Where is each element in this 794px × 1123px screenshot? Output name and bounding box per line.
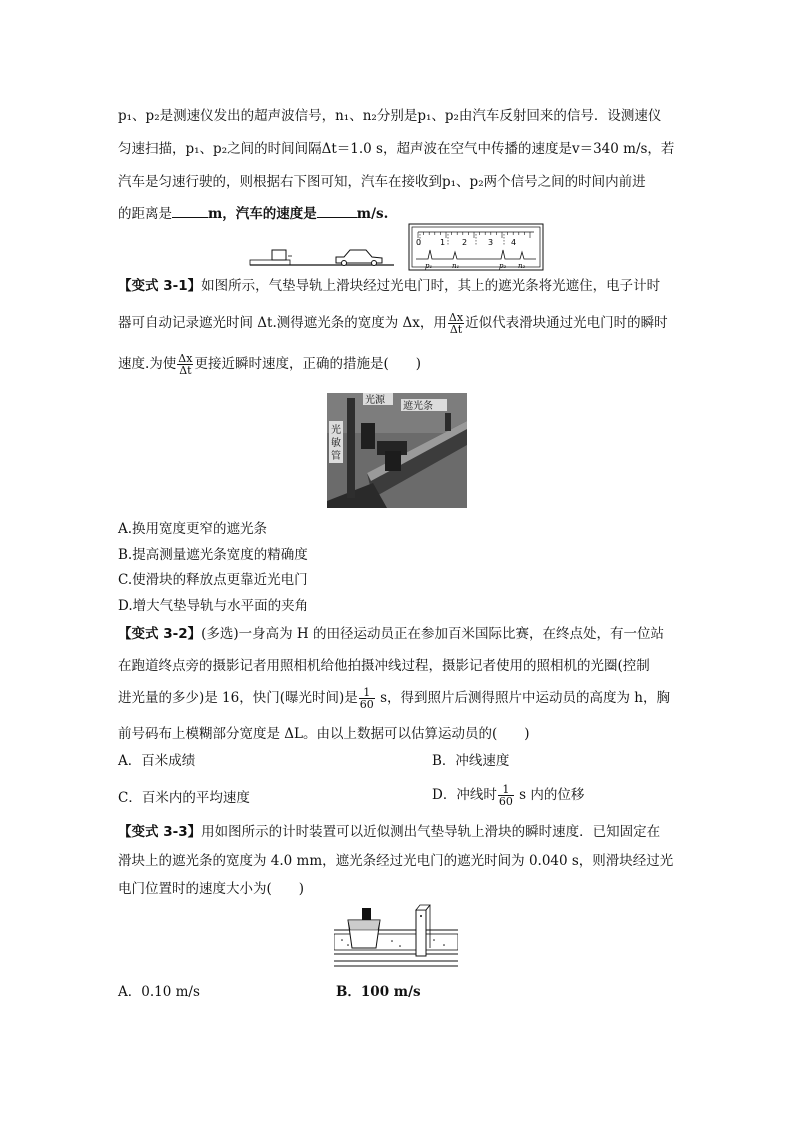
photo-label-strip: 遮光条 — [403, 401, 433, 412]
air-track-photo — [327, 393, 467, 508]
problem-line: p₁、p₂是测速仪发出的超声波信号，n₁、n₂分别是p₁、p₂由汽车反射回来的信号．设测速仪 — [118, 108, 662, 124]
option[interactable]: C．百米内的平均速度 — [118, 790, 250, 806]
problem-line: 匀速扫描，p₁、p₂之间的时间间隔Δt＝1.0 s，超声波在空气中传播的速度是v＝340 m/s，若 — [118, 141, 675, 157]
signal-scale-figure — [408, 223, 544, 271]
fraction: $\frac{\Delta x}{\Delta t}$ — [448, 311, 464, 336]
question-3-2-line: 在跑道终点旁的摄影记者用照相机给他拍摄冲线过程，摄影记者使用的照相机的光圈(控制 — [118, 658, 650, 674]
tick-label: 3 — [488, 238, 494, 247]
option[interactable]: A．百米成绩 — [118, 753, 196, 769]
question-3-3-line: 电门位置时的速度大小为( ) — [118, 881, 305, 897]
text: 更接近瞬时速度，正确的措施是( ) — [194, 356, 421, 372]
tick-label: 0 — [416, 238, 422, 247]
tick-label: 4 — [511, 238, 517, 247]
question-3-1-line — [118, 351, 421, 377]
option[interactable]: A．0.10 m/s — [118, 984, 200, 1000]
answer-blank-distance[interactable] — [172, 203, 208, 218]
pulse-label: p₂ — [499, 262, 507, 270]
pulse-label: p₁ — [425, 262, 433, 270]
fraction: $\frac{1}{60}$ — [359, 686, 374, 711]
text: 进光量的多少)是 16，快门(曝光时间)是 — [118, 690, 358, 706]
question-3-1-line — [118, 310, 668, 336]
question-tag: 【变式 3-3】 — [118, 824, 202, 840]
text: 用如图所示的计时装置可以近似测出气垫导轨上滑块的瞬时速度．已知固定在 — [201, 824, 661, 840]
question-3-3-line — [118, 822, 660, 842]
text: 近似代表滑块通过光电门时的瞬时 — [465, 315, 668, 331]
question-3-2-line — [118, 684, 670, 712]
pulse-label: n₂ — [518, 262, 526, 270]
question-tag: 【变式 3-1】 — [118, 278, 202, 294]
option[interactable]: D.增大气垫导轨与水平面的夹角 — [118, 598, 309, 614]
question-3-3-line: 滑块上的遮光条的宽度为 4.0 mm，遮光条经过光电门的遮光时间为 0.040 s，则滑块经过光 — [118, 853, 674, 869]
question-3-2-line: 前号码布上模糊部分宽度是 ΔL。由以上数据可以估算运动员的( ) — [118, 726, 530, 742]
text: s，得到照片后测得照片中运动员的高度为 h，胸 — [375, 690, 670, 706]
photo-label-tube: 光 — [331, 425, 341, 436]
option[interactable]: B．100 m/s — [336, 984, 421, 1000]
question-tag: 【变式 3-2】 — [118, 626, 202, 642]
fraction: $\frac{\Delta x}{\Delta t}$ — [178, 352, 193, 377]
tick-label: 1 — [440, 238, 446, 247]
option[interactable]: C.使滑块的释放点更靠近光电门 — [118, 572, 308, 588]
option[interactable]: B.提高测量遮光条宽度的精确度 — [118, 547, 308, 563]
tick-label: 2 — [462, 238, 468, 247]
problem-line — [118, 203, 388, 224]
photo-label-tube: 敏 — [331, 438, 341, 449]
photo-label-tube: 管 — [331, 451, 341, 462]
text: (多选)一身高为 H 的田径运动员正在参加百米国际比赛，在终点处，有一位站 — [201, 626, 664, 642]
text: D．冲线时 — [432, 787, 497, 803]
text: 器可自动记录遮光时间 Δt.测得遮光条的宽度为 Δx，用 — [118, 315, 447, 331]
text: s 内的位移 — [514, 787, 585, 803]
fraction: $\frac{1}{60}$ — [498, 783, 513, 808]
text: 如图所示，气垫导轨上滑块经过光电门时，其上的遮光条将光遮住，电子计时 — [201, 278, 661, 294]
photogate-figure — [334, 904, 458, 974]
question-3-1-line — [118, 276, 660, 296]
option[interactable]: B．冲线速度 — [432, 753, 510, 769]
pulse-label: n₁ — [452, 262, 460, 270]
problem-line: 汽车是匀速行驶的，则根据右下图可知，汽车在接收到p₁、p₂两个信号之间的时间内前进 — [118, 174, 646, 190]
option[interactable] — [432, 778, 584, 812]
text: m/s. — [356, 206, 389, 222]
text: 的距离是 — [118, 206, 172, 222]
option[interactable]: A.换用宽度更窄的遮光条 — [118, 521, 268, 537]
text: 速度.为使 — [118, 356, 177, 372]
photo-label-light-source: 光源 — [365, 395, 385, 406]
text: m，汽车的速度是 — [208, 206, 317, 222]
car-road-figure — [248, 244, 396, 268]
question-3-2-line — [118, 624, 664, 644]
answer-blank-speed[interactable] — [317, 203, 357, 218]
